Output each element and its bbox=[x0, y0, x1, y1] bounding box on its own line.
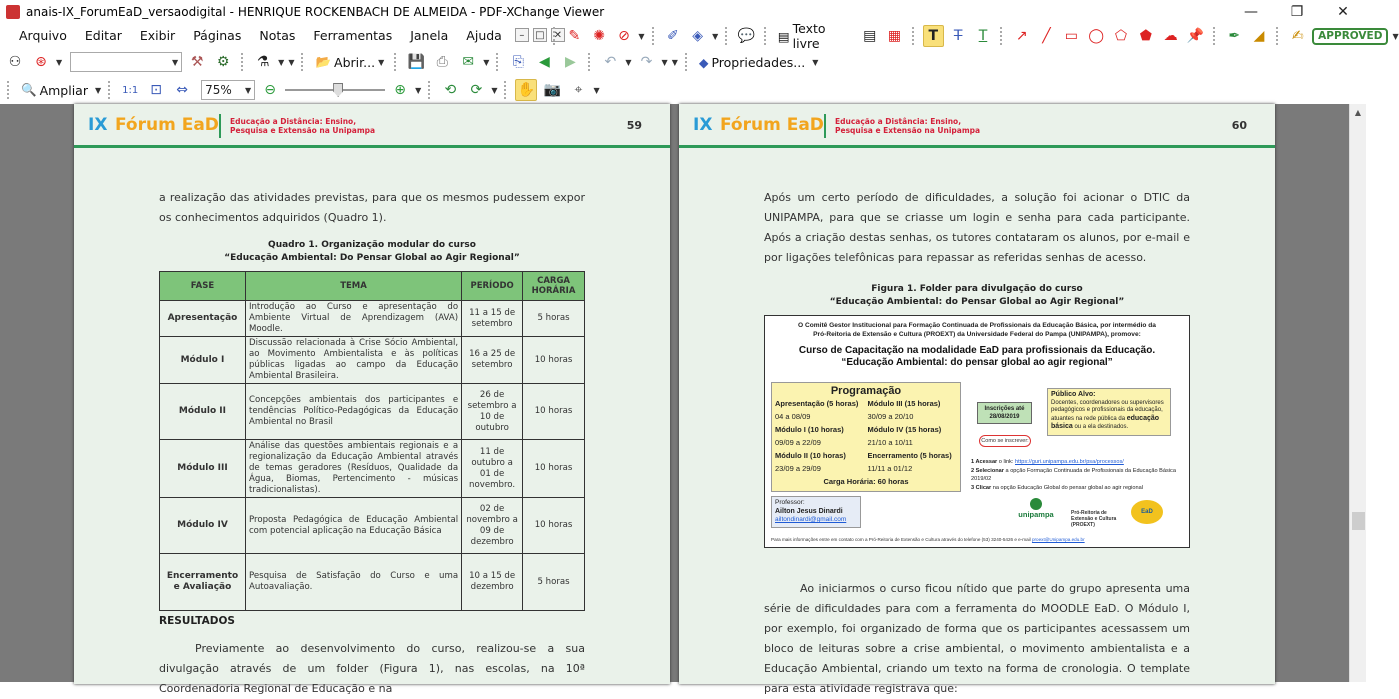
folder-title bbox=[765, 345, 1189, 369]
ead-logo: EaD bbox=[1131, 500, 1163, 524]
table-caption-line2: “Educação Ambiental: Do Pensar Global ao Agir Regional” bbox=[224, 253, 520, 263]
cell-periodo: 11 a 15 de setembro bbox=[462, 301, 523, 337]
table-row bbox=[160, 440, 585, 498]
intro-paragraph: Após um certo período de dificuldades, a solução foi acionar o DTIC da UNIPAMPA, para que se criasse um login e senha para cada participante. Após a criação destas senhas, os tutores contataram os alunos, por e-mail e por ligações telefônicas para repassar as referidas senhas de acesso. bbox=[764, 191, 1190, 264]
folder-intro-line2: Pró-Reitoria de Extensão e Cultura (PROEXT) da Universidade Federal do Pampa (UNIPAMPA), promove: bbox=[813, 331, 1141, 338]
folder-footer-email[interactable]: proext@Unipampa.edu.br bbox=[1031, 537, 1085, 542]
programacao-row bbox=[772, 462, 960, 475]
forum-subtitle bbox=[230, 117, 375, 135]
redo-icon[interactable]: ↷ bbox=[640, 54, 653, 70]
prog-cell: Módulo I (10 horas) bbox=[775, 425, 844, 434]
menu-exibir[interactable]: Exibir bbox=[139, 27, 176, 43]
proext-logo: Pró-Reitoria de Extensão e Cultura (PROEXT) bbox=[1071, 510, 1117, 528]
programacao-heading: Programação bbox=[830, 385, 902, 397]
chevron-down-icon[interactable]: ▼ bbox=[95, 85, 102, 95]
abrir-button[interactable] bbox=[312, 54, 387, 70]
chevron-down-icon[interactable]: ▼ bbox=[593, 85, 600, 95]
hand-tool-icon[interactable]: ✋ bbox=[515, 79, 537, 101]
pentagon-icon[interactable]: ⬟ bbox=[1139, 28, 1152, 44]
unipampa-logo bbox=[1011, 498, 1061, 526]
pin-icon[interactable]: 📌 bbox=[1186, 28, 1205, 44]
toolbar-grip bbox=[428, 81, 432, 99]
chevron-down-icon: ▼ bbox=[378, 57, 385, 67]
chevron-down-icon[interactable]: ▼ bbox=[172, 57, 179, 67]
cell-carga: 10 horas bbox=[523, 440, 585, 498]
cell-fase: Módulo IV bbox=[160, 498, 246, 554]
toolbar-grip bbox=[108, 81, 112, 99]
chevron-down-icon[interactable]: ▼ bbox=[288, 57, 295, 67]
chevron-down-icon[interactable]: ▼ bbox=[671, 57, 678, 67]
chevron-down-icon[interactable]: ▼ bbox=[812, 57, 819, 67]
logo-divider bbox=[219, 114, 221, 138]
toolbar-grip bbox=[241, 53, 245, 71]
cell-fase: Encerramento e Avaliação bbox=[160, 554, 246, 611]
table-caption-line1: Quadro 1. Organização modular do curso bbox=[268, 240, 476, 250]
carga-total: Carga Horária: 60 horas bbox=[823, 477, 909, 486]
programacao-box bbox=[771, 382, 961, 492]
forum-subtitle-line1: Educação a Distância: Ensino, bbox=[835, 117, 962, 126]
select-tool-icon[interactable]: ⌖ bbox=[574, 82, 583, 98]
document-view[interactable] bbox=[0, 104, 1349, 695]
cell-tema: Introdução ao Curso e apresentação do Ambiente Virtual de Aprendizagem (AVA) Moodle. bbox=[245, 301, 461, 337]
prog-cell: Módulo III (15 horas) bbox=[867, 399, 941, 408]
chevron-down-icon[interactable]: ▼ bbox=[712, 31, 719, 41]
ampliar-button[interactable] bbox=[18, 82, 91, 98]
figure-caption-line1: Figura 1. Folder para divulgação do curso bbox=[871, 284, 1083, 294]
publico-bold: educação básica bbox=[1051, 414, 1160, 430]
actual-size-icon[interactable]: 1:1 bbox=[122, 84, 139, 96]
folder-title-line1: Curso de Capacitação na modalidade EaD para profissionais da Educação. bbox=[798, 345, 1156, 356]
folder-footer-text: Para mais informações entre em contato com a Pró-Reitoria de Extensão e Cultura através do telefone (53) 3240-5426 e e-mail bbox=[771, 537, 1031, 542]
textbox-red-icon[interactable]: ▦ bbox=[887, 28, 902, 44]
tools-icon[interactable]: ⚗ bbox=[256, 54, 270, 70]
chevron-down-icon[interactable]: ▼ bbox=[56, 57, 63, 67]
menu-notas[interactable]: Notas bbox=[259, 27, 296, 43]
chevron-down-icon[interactable]: ▼ bbox=[483, 57, 490, 67]
cell-fase: Módulo III bbox=[160, 440, 246, 498]
cloud-icon[interactable]: ☁ bbox=[1163, 28, 1178, 44]
zoom-in-icon[interactable]: ⊕ bbox=[394, 82, 407, 98]
table-row bbox=[160, 301, 585, 337]
toolbar-grip bbox=[394, 53, 398, 71]
forum-logo-text: Fórum EaD bbox=[115, 115, 219, 135]
programacao-row bbox=[772, 436, 960, 449]
cell-fase: Módulo I bbox=[160, 337, 246, 384]
programacao-row bbox=[772, 449, 960, 462]
snapshot-icon[interactable]: 📷 bbox=[543, 82, 562, 98]
cell-carga: 5 horas bbox=[523, 554, 585, 611]
chevron-down-icon[interactable]: ▼ bbox=[1392, 31, 1399, 41]
cell-carga: 5 horas bbox=[523, 301, 585, 337]
toolbar-grip bbox=[553, 27, 557, 45]
close-button[interactable]: ✕ bbox=[1337, 4, 1349, 20]
resultados-heading: RESULTADOS bbox=[159, 615, 235, 627]
forum-logo-ix: IX bbox=[693, 115, 713, 135]
cell-periodo: 11 de outubro a 01 de novembro. bbox=[462, 440, 523, 498]
header-fase: FASE bbox=[160, 272, 246, 301]
publico-end: ou a ela destinados. bbox=[1074, 424, 1129, 430]
cell-fase: Apresentação bbox=[160, 301, 246, 337]
toolbar-grip bbox=[588, 53, 592, 71]
table-row bbox=[160, 498, 585, 554]
restore-button[interactable]: ❐ bbox=[1290, 4, 1304, 20]
texto-livre-button[interactable] bbox=[775, 21, 855, 51]
table-row bbox=[160, 554, 585, 611]
line-icon[interactable]: ╱ bbox=[1042, 28, 1051, 44]
toolbar-grip bbox=[7, 81, 11, 99]
cell-carga: 10 horas bbox=[523, 498, 585, 554]
arrow-icon[interactable]: ↗ bbox=[1015, 28, 1028, 44]
page-header bbox=[74, 104, 670, 148]
strikeout-icon[interactable]: T bbox=[953, 28, 963, 44]
folder-footer bbox=[771, 537, 1085, 542]
prog-cell: 09/09 a 22/09 bbox=[775, 438, 821, 447]
resultados-paragraph: Previamente ao desenvolvimento do curso, realizou-se a sua divulgação através de um folder (Figura 1), nas escolas, na 10ª Coordenadoria Regional de Educação e na bbox=[159, 642, 585, 695]
menu-janela[interactable]: Janela bbox=[410, 27, 449, 43]
toolbar-grip bbox=[764, 27, 768, 45]
step-3-bold: 3 Clicar bbox=[971, 484, 992, 491]
programacao-row bbox=[772, 423, 960, 436]
cell-periodo: 16 a 25 de setembro bbox=[462, 337, 523, 384]
prog-cell: Encerramento (5 horas) bbox=[867, 451, 952, 460]
menu-arquivo[interactable]: Arquivo bbox=[19, 27, 67, 43]
menu-paginas[interactable]: Páginas bbox=[193, 27, 242, 43]
toolbar-grip bbox=[1000, 27, 1004, 45]
email-icon[interactable]: ✉ bbox=[462, 54, 475, 70]
prog-cell: Módulo IV (15 horas) bbox=[867, 425, 942, 434]
chevron-down-icon[interactable]: ▼ bbox=[661, 57, 668, 67]
print-icon[interactable]: ⎙ bbox=[436, 54, 448, 70]
figure-caption bbox=[764, 283, 1190, 309]
text-box-icon: ▤ bbox=[777, 28, 790, 44]
back-icon[interactable]: ◀ bbox=[538, 54, 550, 70]
eraser-icon[interactable]: ⊘ bbox=[618, 28, 630, 44]
cell-tema: Discussão relacionada à Crise Sócio Ambiental, ao Movimento Ambientalista e às políticas públicas ligadas ao campo da Educação Ambiental Brasileira. bbox=[245, 337, 461, 384]
cell-carga: 10 horas bbox=[523, 337, 585, 384]
forward-icon[interactable]: ▶ bbox=[564, 54, 576, 70]
doc-restore-button[interactable]: □ bbox=[533, 28, 547, 42]
ampliar-label: Ampliar bbox=[39, 82, 88, 98]
cell-carga: 10 horas bbox=[523, 384, 585, 440]
underline-icon[interactable]: T bbox=[978, 28, 988, 44]
prog-cell: 21/10 a 10/11 bbox=[867, 438, 913, 447]
table-caption bbox=[159, 239, 585, 265]
title-bar bbox=[0, 0, 1366, 24]
scroll-up-icon[interactable]: ▲ bbox=[1354, 108, 1362, 117]
typewriter-icon[interactable]: ✐ bbox=[666, 28, 679, 44]
step-1-text: o link: bbox=[998, 459, 1014, 465]
tree-icon bbox=[1030, 498, 1042, 510]
propriedades-label: Propriedades... bbox=[711, 54, 806, 70]
rotate-right-icon[interactable]: ⟳ bbox=[470, 82, 483, 98]
inscription-steps bbox=[971, 458, 1181, 492]
forum-logo-ix: IX bbox=[88, 115, 108, 135]
cell-tema: Pesquisa de Satisfação do Curso e uma Autoavaliação. bbox=[245, 554, 461, 611]
zoom-icon: 🔍 bbox=[21, 82, 37, 97]
save-icon[interactable]: 💾 bbox=[407, 54, 425, 70]
comment-icon[interactable]: 💬 bbox=[737, 28, 756, 44]
step-1 bbox=[971, 458, 1181, 467]
professor-email[interactable]: ailtondinardi@gmail.com bbox=[775, 516, 847, 523]
folder-title-line2: “Educação Ambiental: do pensar global ao agir regional” bbox=[841, 357, 1113, 368]
prog-cell: 04 a 08/09 bbox=[775, 412, 811, 421]
scan-icon[interactable]: ⎘ bbox=[512, 54, 524, 70]
cell-tema: Proposta Pedagógica de Educação Ambiental com potencial aplicação na Educação Básica bbox=[245, 498, 461, 554]
toolbar-grip bbox=[652, 27, 656, 45]
page-number: 59 bbox=[626, 119, 642, 132]
menu-bar bbox=[0, 24, 565, 46]
chevron-down-icon[interactable]: ▼ bbox=[625, 57, 632, 67]
inscricoes-badge: Inscrições até 28/08/2019 bbox=[977, 402, 1032, 424]
professor-label: Professor: bbox=[775, 499, 805, 506]
prog-cell: 11/11 a 01/12 bbox=[867, 464, 913, 473]
approved-stamp[interactable]: APPROVED bbox=[1312, 28, 1388, 45]
step-2-text: a opção Formação Continuada de Profissionais da Educação Básica 2019/02 bbox=[971, 467, 1176, 482]
como-inscrever-badge: Como se inscrever: bbox=[979, 435, 1031, 447]
rectangle-icon[interactable]: ▭ bbox=[1064, 28, 1078, 44]
intro-paragraph: a realização das atividades previstas, para que os mesmos pudessem expor os conhecimentos adquiridos (Quadro 1). bbox=[159, 191, 585, 224]
prog-cell: Apresentação (5 horas) bbox=[775, 399, 859, 408]
step-1-link[interactable]: https://guri.unipampa.edu.br/psa/processos/ bbox=[1014, 459, 1124, 465]
pencil-icon[interactable]: ✎ bbox=[568, 28, 581, 44]
toolbar-grip bbox=[301, 53, 305, 71]
text-select-icon[interactable]: T bbox=[923, 25, 944, 47]
publico-text: Docentes, coordenadores ou supervisores pedagógicos e profissionais da educação, atuantes na rede pública da bbox=[1051, 399, 1164, 422]
toolbar-grip bbox=[725, 27, 729, 45]
chevron-down-icon[interactable]: ▼ bbox=[278, 57, 285, 67]
course-folder-image bbox=[764, 315, 1190, 548]
window-title: anais-IX_ForumEaD_versaodigital - HENRIQUE ROCKENBACH DE ALMEIDA - PDF-XChange Viewer bbox=[26, 5, 605, 19]
zoom-slider-thumb[interactable] bbox=[333, 83, 343, 97]
header-tema: TEMA bbox=[245, 272, 461, 301]
highlight-area-icon[interactable]: ◈ bbox=[692, 28, 704, 44]
search-input[interactable] bbox=[70, 52, 182, 72]
toolbar-grip bbox=[496, 53, 500, 71]
toolbar-grip bbox=[1276, 27, 1280, 45]
cell-tema: Concepções ambientais dos participantes e tendências Político-Pedagógicas da Educação Ambiental no Brasil bbox=[245, 384, 461, 440]
zoom-level-select[interactable] bbox=[201, 80, 255, 100]
toolbar-grip bbox=[685, 53, 689, 71]
professor-box bbox=[771, 496, 861, 528]
table-header-row bbox=[160, 272, 585, 301]
forum-subtitle-line2: Pesquisa e Extensão na Unipampa bbox=[230, 126, 376, 135]
menu-editar[interactable]: Editar bbox=[84, 27, 122, 43]
folder-intro bbox=[765, 321, 1189, 339]
forum-subtitle-line2: Pesquisa e Extensão na Unipampa bbox=[835, 126, 981, 135]
undo-icon[interactable]: ↶ bbox=[604, 54, 617, 70]
unipampa-logo-text: unipampa bbox=[1018, 510, 1054, 519]
step-3-text: na opção Educação Global do pensar global ao agir regional bbox=[992, 484, 1143, 491]
minimize-button[interactable]: — bbox=[1244, 4, 1258, 20]
abrir-label: Abrir... bbox=[334, 54, 376, 70]
body-paragraph: Ao iniciarmos o curso ficou nítido que parte do grupo apresenta uma série de dificuldades para com a ferramenta do MOODLE EaD. O Módulo I, por exemplo, foi organizado de forma que os participantes acessassem um bloco de leituras sobre a crise ambiental, o movimento ambientalista e a Educação Ambiental, criando um texto na forma de cronologia. O template para esta atividade registrava que: bbox=[764, 582, 1190, 695]
prog-cell: Módulo II (10 horas) bbox=[775, 451, 846, 460]
programacao-row bbox=[772, 397, 960, 410]
fit-width-icon[interactable]: ⇔ bbox=[176, 82, 189, 98]
toolbar-grip bbox=[504, 81, 508, 99]
main-toolbar bbox=[4, 50, 818, 74]
cell-fase: Módulo II bbox=[160, 384, 246, 440]
folder-open-icon: 📂 bbox=[315, 54, 332, 69]
chevron-down-icon: ▼ bbox=[245, 85, 252, 95]
doc-close-button[interactable]: ✕ bbox=[551, 28, 565, 42]
annotation-toolbar bbox=[550, 21, 1399, 51]
prog-cell: 30/09 a 20/10 bbox=[867, 412, 914, 421]
folder-intro-line1: O Comitê Gestor Institucional para Formação Continuada de Profissionais da Educação Básica, por intermédio da bbox=[798, 322, 1156, 329]
zoom-slider[interactable] bbox=[285, 81, 385, 99]
step-3 bbox=[971, 484, 1181, 493]
cell-periodo: 10 a 15 de dezembro bbox=[462, 554, 523, 611]
find-icon[interactable]: ⚒ bbox=[190, 54, 204, 70]
cell-periodo: 26 de setembro a 10 de outubro bbox=[462, 384, 523, 440]
app-icon bbox=[6, 5, 20, 19]
publico-alvo-box bbox=[1047, 388, 1171, 436]
scrollbar-thumb[interactable] bbox=[1352, 512, 1365, 530]
forum-subtitle bbox=[835, 117, 980, 135]
publico-title: Público Alvo: bbox=[1051, 391, 1096, 398]
forum-logo-text: Fórum EaD bbox=[720, 115, 824, 135]
step-2-bold: 2 Selecionar bbox=[971, 467, 1004, 474]
texto-livre-label: Texto livre bbox=[792, 21, 826, 51]
fit-page-icon[interactable]: ⊡ bbox=[150, 82, 163, 98]
chevron-down-icon[interactable]: ▼ bbox=[638, 31, 645, 41]
cell-tema: Análise das questões ambientais regionais e a regionalização da Educação Ambiental através de temas geradores (Resíduos, Qualidade da Água, Biomas, Pertencimento - músicas tradicionalistas). bbox=[245, 440, 461, 498]
menu-ferramentas[interactable]: Ferramentas bbox=[313, 27, 393, 43]
header-periodo: PERÍODO bbox=[462, 272, 523, 301]
find-next-icon[interactable]: ⚙ bbox=[216, 54, 230, 70]
logo-divider bbox=[824, 114, 826, 138]
menu-ajuda[interactable]: Ajuda bbox=[466, 27, 502, 43]
properties-icon: ◆ bbox=[698, 54, 709, 70]
pen-icon[interactable]: ✒ bbox=[1228, 28, 1241, 44]
zoom-out-icon[interactable]: ⊖ bbox=[264, 82, 277, 98]
zoom-level-value: 75% bbox=[205, 83, 232, 97]
table-row bbox=[160, 337, 585, 384]
page-header bbox=[679, 104, 1275, 148]
cell-periodo: 02 de novembro a 09 de dezembro bbox=[462, 498, 523, 554]
stamp-tool-icon[interactable]: ✍ bbox=[1291, 28, 1304, 44]
table-row bbox=[160, 384, 585, 440]
callout-icon[interactable]: ▤ bbox=[863, 28, 877, 44]
toolbar-grip bbox=[912, 27, 916, 45]
stamp-icon[interactable]: ✺ bbox=[593, 28, 605, 44]
page-number: 60 bbox=[1231, 119, 1247, 132]
binoculars-icon[interactable]: ⚇ bbox=[8, 54, 22, 70]
chevron-down-icon[interactable]: ▼ bbox=[491, 85, 498, 95]
propriedades-button[interactable] bbox=[696, 55, 808, 70]
header-carga: CARGA HORÁRIA bbox=[523, 272, 585, 301]
toolbar-grip bbox=[1213, 27, 1217, 45]
vertical-scrollbar[interactable] bbox=[1349, 104, 1366, 682]
page-59 bbox=[74, 104, 670, 695]
step-2 bbox=[971, 467, 1181, 484]
professor-name: Ailton Jesus Dinardi bbox=[775, 507, 843, 515]
chevron-down-icon[interactable]: ▼ bbox=[415, 85, 422, 95]
figure-caption-line2: “Educação Ambiental: do Pensar Global ao Agir Regional” bbox=[829, 297, 1125, 307]
zoom-toolbar bbox=[4, 78, 600, 102]
modules-table bbox=[159, 271, 585, 611]
prog-cell: 23/09 a 29/09 bbox=[775, 464, 821, 473]
doc-minimize-button[interactable]: – bbox=[515, 28, 529, 42]
rotate-left-icon[interactable]: ⟲ bbox=[444, 82, 457, 98]
page-60 bbox=[679, 104, 1275, 695]
programacao-row bbox=[772, 410, 960, 423]
spell-check-icon[interactable]: ⊛ bbox=[35, 54, 47, 70]
eraser-tool-icon[interactable]: ◢ bbox=[1253, 28, 1265, 44]
window-controls bbox=[1228, 0, 1366, 24]
polygon-icon[interactable]: ⬠ bbox=[1114, 28, 1128, 44]
ellipse-icon[interactable]: ◯ bbox=[1088, 28, 1105, 44]
step-1-bold: 1 Acessar bbox=[971, 459, 998, 465]
forum-subtitle-line1: Educação a Distância: Ensino, bbox=[230, 117, 357, 126]
